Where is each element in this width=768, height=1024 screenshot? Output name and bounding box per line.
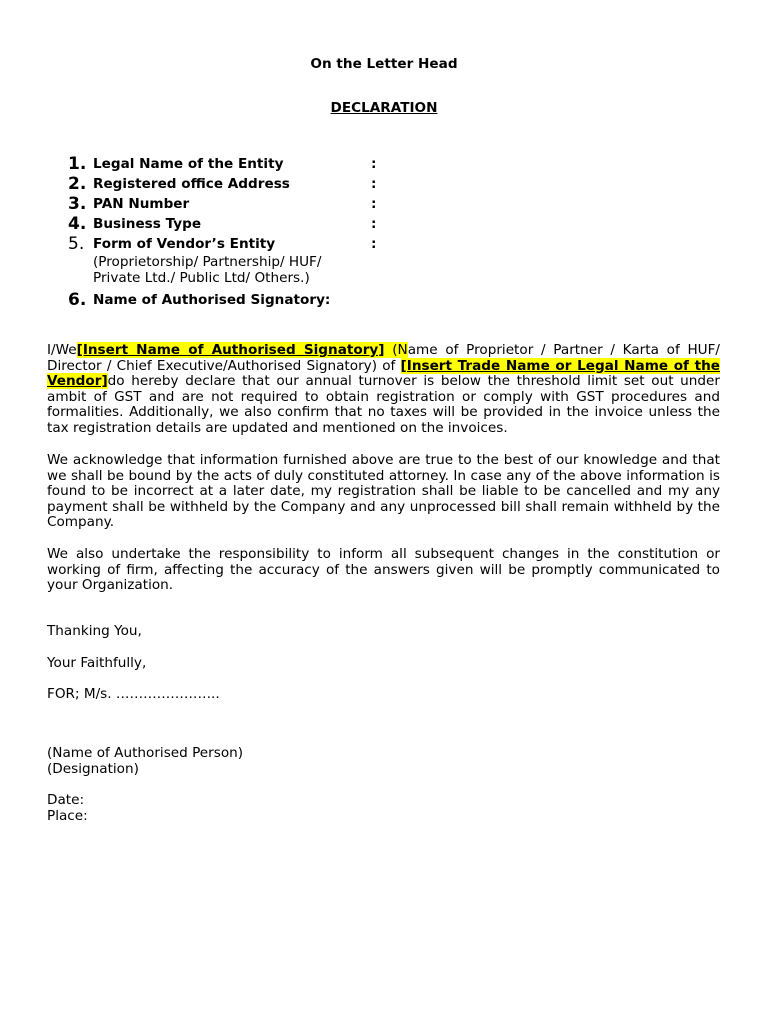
vendor-name-placeholder: [Insert Trade Name or Legal Name of the Vendor] [47,357,720,390]
thanking-line: Thanking You, [47,623,142,639]
declaration-paragraph-1 [47,343,720,437]
authorised-person-name: (Name of Authorised Person) [47,745,244,761]
field-vendor-entity-options [93,254,453,290]
place-line: Place: [47,808,88,824]
field-label: PAN Number [93,196,190,212]
field-vendor-entity-form [68,234,428,254]
open-paren-text: (N [384,342,408,358]
declaration-title: DECLARATION [330,100,438,116]
date-line: Date: [47,792,85,808]
signatory-name-placeholder: [Insert Name of Authorised Signatory] [76,342,385,358]
faithfully-line: Your Faithfully, [47,655,147,671]
field-colon: : [371,236,377,252]
field-number: 6. [68,290,87,310]
field-label: Registered office Address [93,176,290,192]
undertaking-paragraph: We also undertake the responsibility to inform all subsequent changes in the constitution or working of firm, affecting the accuracy of the answers given will be promptly communicated to your Organization. [47,546,720,594]
field-authorised-signatory [68,290,428,310]
for-company-line: FOR; M/s. ………………….. [47,686,220,702]
field-registered-address [68,174,428,194]
entity-options-line-1: (Proprietorship/ Partnership/ HUF/ [93,254,322,270]
field-colon: : [371,176,377,192]
designation-line: (Designation) [47,761,139,777]
field-number: 5. [68,234,85,254]
field-colon: : [371,196,377,212]
field-business-type [68,214,428,234]
field-label: Legal Name of the Entity [93,156,284,172]
capacity-text: ame of Proprietor / Partner / Karta of HUF/ Director / Chief Executive/Authorised Signatory) of [47,342,721,374]
paragraph-prefix: I/We [47,342,77,358]
field-label: Form of Vendor’s Entity [93,236,276,252]
acknowledgement-paragraph: We acknowledge that information furnished above are true to the best of our knowledge and that we shall be bound by the acts of duly constituted attorney. In case any of the above information is found to be incorrect at a later date, my registration shall be liable to be cancelled and my any payment shall be withheld by the Company and any unprocessed bill shall remain withheld by the Company. [47,452,720,531]
field-number: 1. [68,154,87,174]
field-pan-number [68,194,428,214]
field-number: 2. [68,174,87,194]
letter-head-note: On the Letter Head [310,56,458,72]
field-label: Name of Authorised Signatory: [93,292,331,308]
field-number: 3. [68,194,87,214]
field-legal-name [68,154,428,174]
field-colon: : [371,216,377,232]
field-label: Business Type [93,216,202,232]
field-number: 4. [68,214,87,234]
declaration-text: do hereby declare that our annual turnover is below the threshold limit set out under ambit of GST and are not required to obtain registration or comply with GST procedures and formalities. Additionally, we also confirm that no taxes will be provided in the invoice unless the tax registration details are updated and mentioned on the invoices. [47,373,720,436]
entity-fields-list [68,154,428,310]
field-colon: : [371,156,377,172]
entity-options-line-2: Private Ltd./ Public Ltd/ Others.) [93,270,310,286]
